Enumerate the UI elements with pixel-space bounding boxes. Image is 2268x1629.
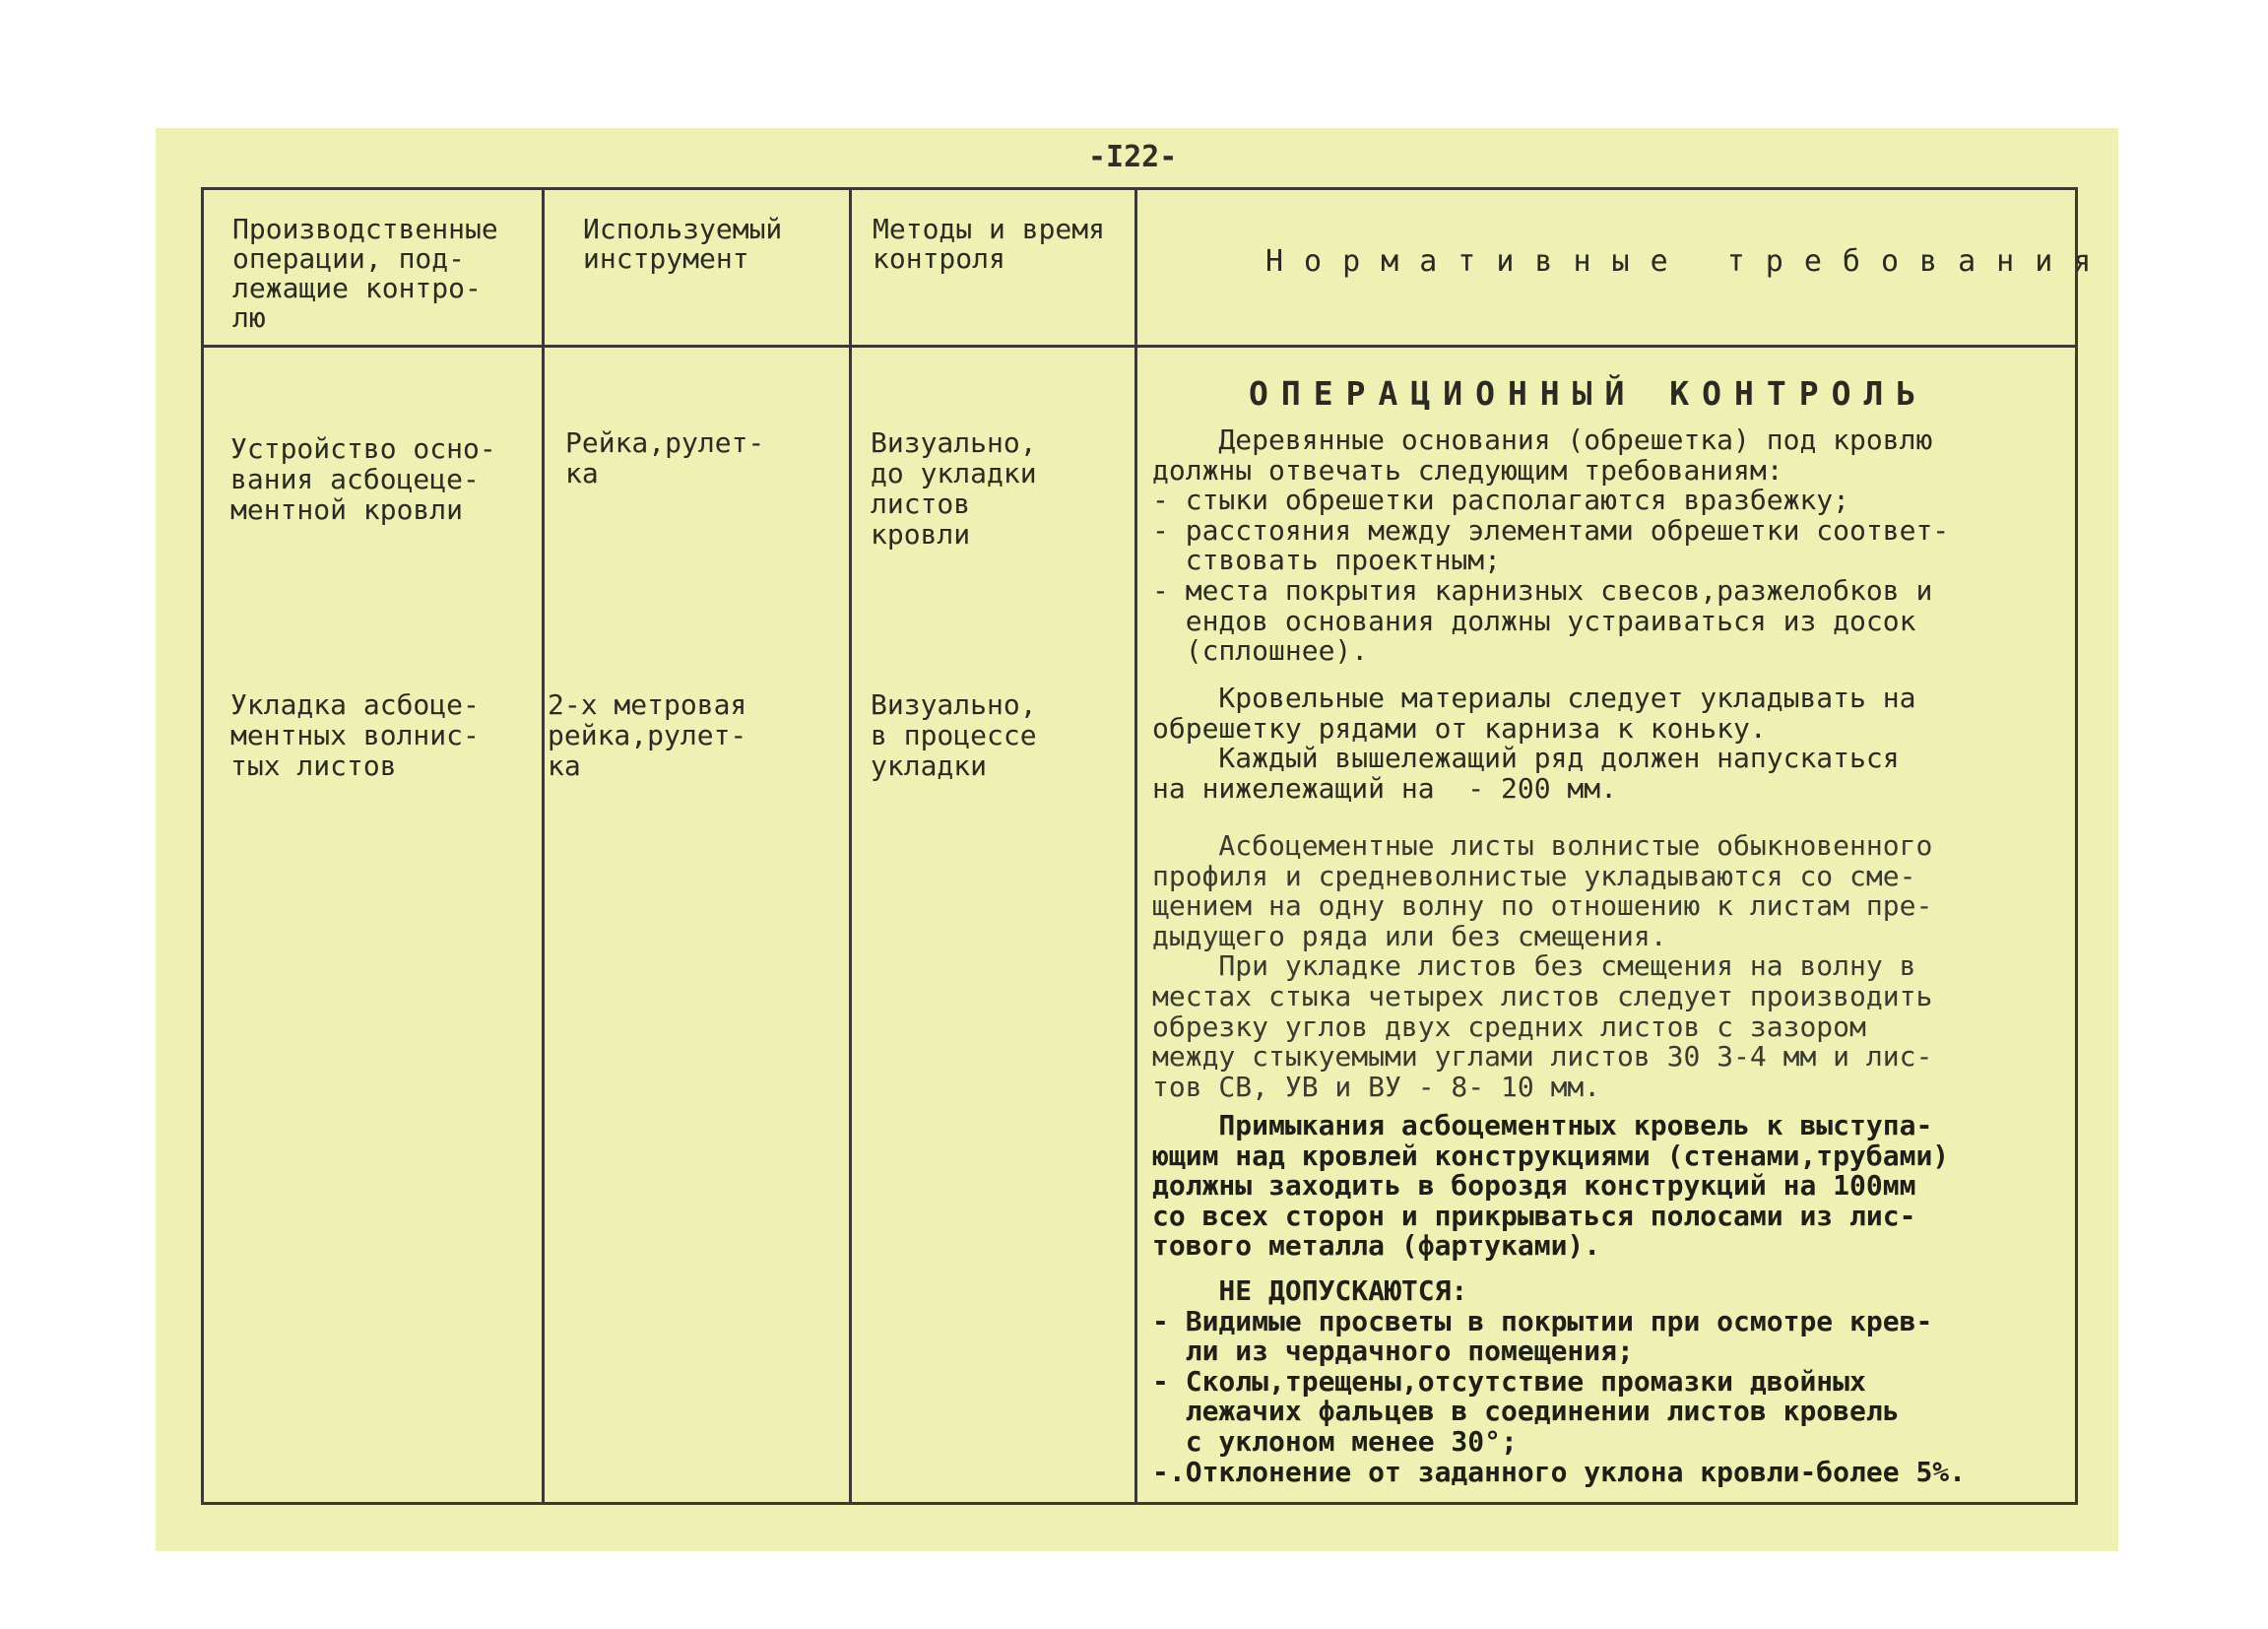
row2-operation: Укладка асбоце- ментных волнис- тых листов (230, 688, 480, 782)
section-title: ОПЕРАЦИОННЫЙ КОНТРОЛЬ (1249, 374, 1929, 413)
page-number: -I22- (1088, 140, 1178, 174)
requirements-block-4: Примыкания асбоцементных кровель к выступа- ющим над кровлей конструкциями (стенами,трубами) должны заходить в бороздя конструкций на 100мм со всех сторон и прикрываться полосами из лис- тового металла (фартуками). (1152, 1109, 1950, 1263)
row1-operation: Устройство осно- вания асбоцеце- ментной кровли (230, 432, 496, 526)
row2-method: Визуально, в процессе укладки (871, 688, 1037, 782)
requirements-block-2: Кровельные материалы следует укладывать на обрешетку рядами от карниза к коньку. Каждый вышележащий ряд должен напускаться на нижележащий на - 200 мм. (1152, 682, 1916, 805)
header-tools: Используемый инструмент (583, 213, 783, 275)
header-requirements: Нормативные требования (1265, 244, 2112, 279)
column-divider-1 (542, 190, 545, 1502)
header-operations: Производственные операции, под- лежащие контро- лю (232, 213, 498, 334)
column-divider-3 (1134, 190, 1137, 1502)
requirements-block-5: НЕ ДОПУСКАЮТСЯ: - Видимые просветы в покрытии при осмотре крев- ли из чердачного помещения; - Сколы,трещены,отсутствие промазки двойных лежачих фальцев в соединении листов кровель с уклоном менее 30°; -.Отклонение от заданного уклона кровли-более 5%. (1152, 1274, 1967, 1488)
row2-tool: 2-х метровая рейка,рулет- ка (548, 688, 747, 782)
row1-tool: Рейка,рулет- ка (565, 426, 765, 489)
column-divider-2 (849, 190, 852, 1502)
row1-method: Визуально, до укладки листов кровли (871, 426, 1037, 551)
requirements-block-3: Асбоцементные листы волнистые обыкновенного профиля и средневолнистые укладываются со сме- щением на одну волну по отношению к листам пре- дыдущего ряда или без смещения. При укладке листов без смещения на волну в местах стыка четырех листов следует производить обрезку углов двух средних листов с зазором между стыкуемыми углами листов 30 3-4 мм и лис- тов СВ, УВ и ВУ - 8- 10 мм. (1152, 829, 1933, 1103)
requirements-block-1: Деревянные основания (обрешетка) под кровлю должны отвечать следующим требованиям: - стыки обрешетки располагаются вразбежку; - расстояния между элементами обрешетки соответ- ствовать проектным; - места покрытия карнизных свесов,разжелобков и ендов основания должны устраиваться из досок (сплошнее). (1152, 424, 1950, 668)
header-divider (204, 345, 2075, 348)
header-methods: Методы и время контроля (873, 213, 1106, 275)
